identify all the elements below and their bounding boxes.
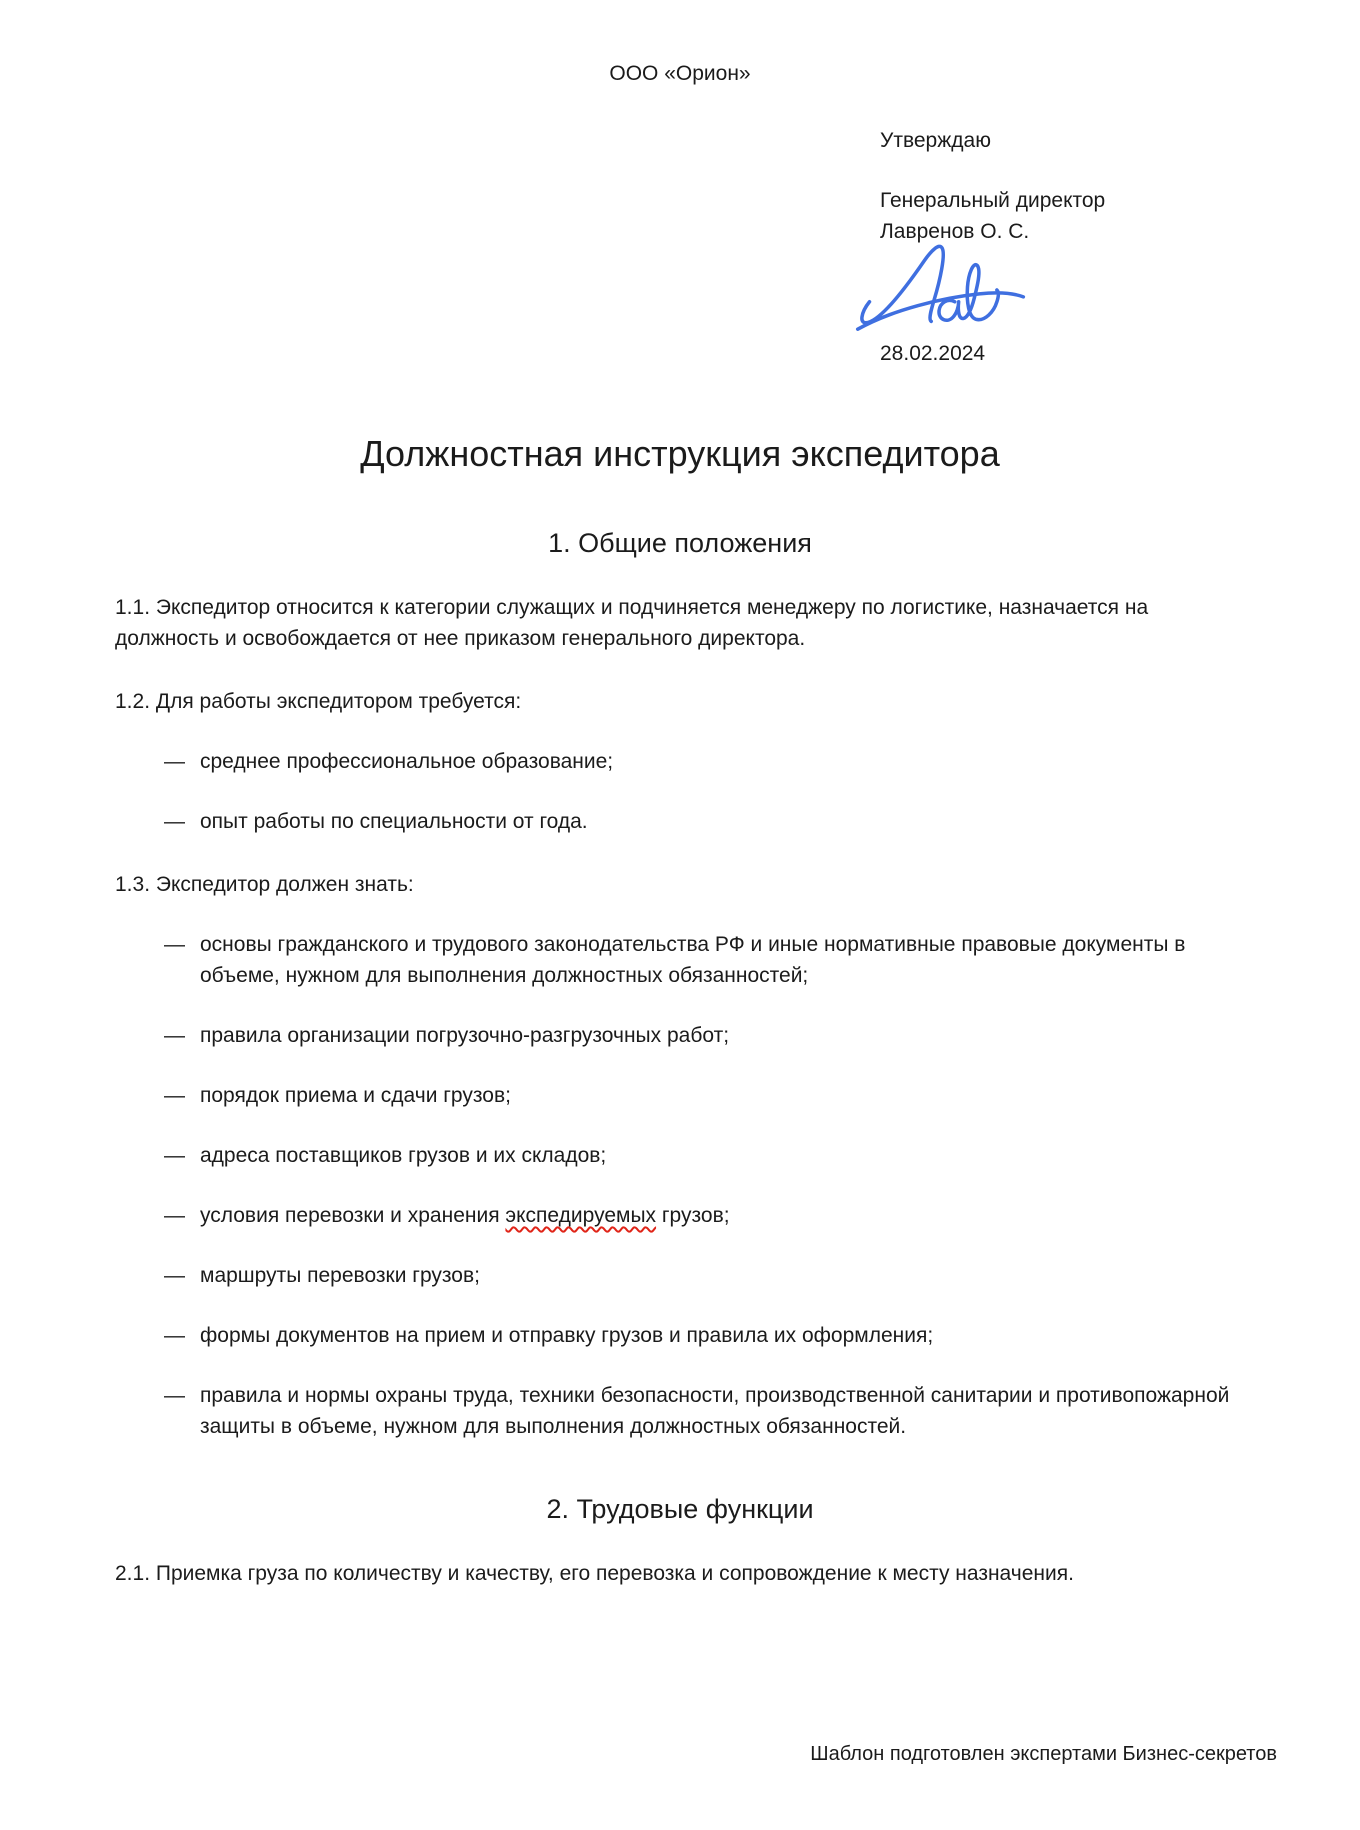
approval-block	[880, 125, 1245, 369]
list-item-text	[200, 1380, 1245, 1442]
list-item-text	[200, 1080, 1245, 1111]
text-run: правила организации погрузочно-разгрузочных работ;	[200, 1024, 730, 1047]
paragraph: 1.2. Для работы экспедитором требуется:	[115, 690, 522, 713]
paragraph: 1.3. Экспедитор должен знать:	[115, 873, 414, 896]
list-dash: —	[164, 1084, 185, 1107]
paragraph: 2.1. Приемка груза по количеству и качеству, его перевозка и сопровождение к месту назначения.	[115, 1562, 1074, 1585]
list-item	[164, 806, 1245, 837]
section-heading: 2. Трудовые функции	[546, 1494, 814, 1524]
list-item-text	[200, 746, 1245, 777]
list-item-text	[200, 1260, 1245, 1291]
list-item-text	[200, 1200, 1245, 1231]
footer-credit: Шаблон подготовлен экспертами Бизнес-секретов	[810, 1743, 1277, 1765]
list-dash: —	[164, 1384, 185, 1407]
list-item	[164, 1260, 1245, 1291]
company-name: ООО «Орион»	[609, 62, 751, 85]
text-run: адреса поставщиков грузов и их складов;	[200, 1144, 607, 1167]
text-run: среднее профессиональное образование;	[200, 750, 614, 773]
misspelled-word: экспедируемых	[505, 1204, 657, 1227]
page-title: Должностная инструкция экспедитора	[360, 433, 1000, 474]
list-item-text	[200, 1140, 1245, 1171]
list-item	[164, 1200, 1245, 1231]
approval-label: Утверждаю	[880, 129, 991, 152]
list-item-text	[200, 929, 1245, 991]
text-run: опыт работы по специальности от года.	[200, 810, 588, 833]
list-item-text	[200, 806, 1245, 837]
list-dash: —	[164, 933, 185, 956]
list-item	[164, 1380, 1245, 1442]
approver-title-and-name	[880, 185, 1245, 247]
approval-date: 28.02.2024	[880, 342, 986, 365]
text-run: грузов;	[656, 1204, 730, 1227]
list-item	[164, 746, 1245, 777]
list-dash: —	[164, 1144, 185, 1167]
list-item	[164, 1320, 1245, 1351]
list-dash: —	[164, 1204, 185, 1227]
section-heading: 1. Общие положения	[548, 528, 812, 558]
text-run: формы документов на прием и отправку грузов и правила их оформления;	[200, 1324, 934, 1347]
list-dash: —	[164, 810, 185, 833]
signature-icon	[853, 241, 1031, 339]
approver-position: Генеральный директор	[880, 189, 1106, 212]
text-run: порядок приема и сдачи грузов;	[200, 1084, 511, 1107]
list-item	[164, 1140, 1245, 1171]
list-item	[164, 929, 1245, 991]
text-run: условия перевозки и хранения	[200, 1204, 506, 1227]
list-item	[164, 1020, 1245, 1051]
approver-name: Лавренов О. С.	[880, 220, 1030, 243]
list-item-text	[200, 1020, 1245, 1051]
text-run: основы гражданского и трудового законодательства РФ и иные нормативные правовые документы в объеме, нужном для выполнения должностных обязанностей;	[200, 933, 1186, 987]
list-item	[164, 1080, 1245, 1111]
paragraph: 1.1. Экспедитор относится к категории служащих и подчиняется менеджеру по логистике, назначается на должность и освобождается от нее приказом генерального директора.	[115, 596, 1149, 650]
list-dash: —	[164, 1264, 185, 1287]
list-dash: —	[164, 750, 185, 773]
document-content	[0, 58, 1360, 1589]
text-run: правила и нормы охраны труда, техники безопасности, производственной санитарии и противопожарной защиты в объеме, нужном для выполнения должностных обязанностей.	[200, 1384, 1230, 1438]
text-run: маршруты перевозки грузов;	[200, 1264, 480, 1287]
list-dash: —	[164, 1324, 185, 1347]
document-body	[115, 526, 1245, 1589]
list-dash: —	[164, 1024, 185, 1047]
list-item-text	[200, 1320, 1245, 1351]
